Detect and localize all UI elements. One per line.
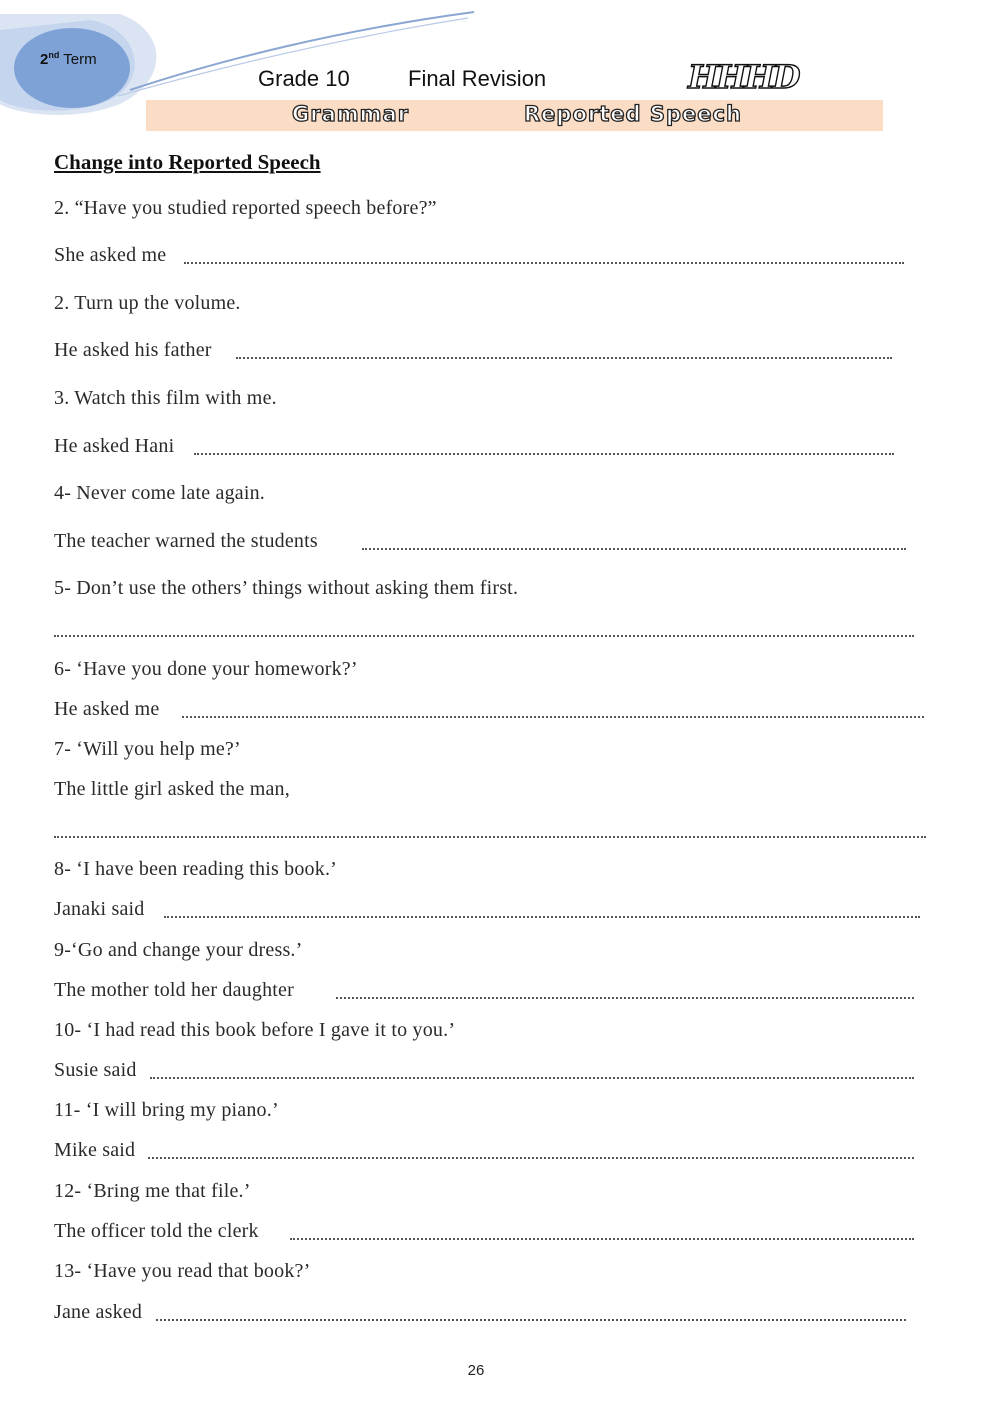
answer-start: The teacher warned the students (54, 530, 318, 552)
answer-blank[interactable] (54, 836, 926, 838)
answer-blank[interactable] (164, 916, 920, 918)
answer-blank[interactable] (156, 1319, 906, 1321)
exercise-prompt: 2. “Have you studied reported speech before?” (54, 197, 437, 219)
exercise-prompt: 7- ‘Will you help me?’ (54, 738, 241, 760)
exercise-prompt: 5- Don’t use the others’ things without asking them first. (54, 577, 519, 599)
answer-start: Susie said (54, 1059, 137, 1081)
answer-blank[interactable] (236, 357, 892, 359)
answer-start: He asked me (54, 698, 160, 720)
exercise-prompt: 2. Turn up the volume. (54, 292, 241, 314)
page-number: 26 (467, 1362, 485, 1379)
answer-blank[interactable] (150, 1077, 914, 1079)
term-suffix: nd (48, 50, 60, 60)
answer-start: The mother told her daughter (54, 979, 294, 1001)
answer-start: He asked Hani (54, 435, 175, 457)
revision-label: Final Revision (408, 66, 547, 91)
exercise-prompt: 11- ‘I will bring my piano.’ (54, 1099, 279, 1121)
exercise-prompt: 10- ‘I had read this book before I gave it to you.’ (54, 1019, 456, 1041)
answer-start: Janaki said (54, 898, 145, 920)
grade-label: Grade 10 (258, 66, 350, 91)
section-heading: Change into Reported Speech (54, 150, 321, 174)
answer-blank[interactable] (194, 453, 894, 455)
author-signature: HHHD (688, 58, 799, 96)
answer-start: The little girl asked the man, (54, 778, 290, 800)
answer-start: He asked his father (54, 339, 212, 361)
answer-start: She asked me (54, 244, 167, 266)
answer-start: The officer told the clerk (54, 1220, 259, 1242)
exercise-prompt: 3. Watch this film with me. (54, 387, 277, 409)
term-word: Term (63, 51, 97, 68)
topic-label: Reported Speech (524, 102, 742, 126)
exercise-prompt: 13- ‘Have you read that book?’ (54, 1260, 311, 1282)
answer-blank[interactable] (362, 548, 906, 550)
exercise-prompt: 9-‘Go and change your dress.’ (54, 939, 303, 961)
term-number: 2 (40, 51, 49, 68)
answer-blank[interactable] (336, 997, 914, 999)
subject-label: Grammar (292, 102, 410, 126)
exercise-prompt: 6- ‘Have you done your homework?’ (54, 658, 358, 680)
answer-blank[interactable] (184, 262, 904, 264)
answer-start: Jane asked (54, 1301, 143, 1323)
exercise-prompt: 12- ‘Bring me that file.’ (54, 1180, 251, 1202)
answer-blank[interactable] (148, 1157, 914, 1159)
answer-blank[interactable] (290, 1238, 914, 1240)
badge-ellipse (14, 28, 130, 108)
exercise-prompt: 8- ‘I have been reading this book.’ (54, 858, 338, 880)
term-label (40, 50, 97, 68)
answer-blank[interactable] (54, 635, 914, 637)
exercise-prompt: 4- Never come late again. (54, 482, 266, 504)
answer-start: Mike said (54, 1139, 136, 1161)
answer-blank[interactable] (182, 716, 924, 718)
subject-bar (146, 100, 883, 131)
